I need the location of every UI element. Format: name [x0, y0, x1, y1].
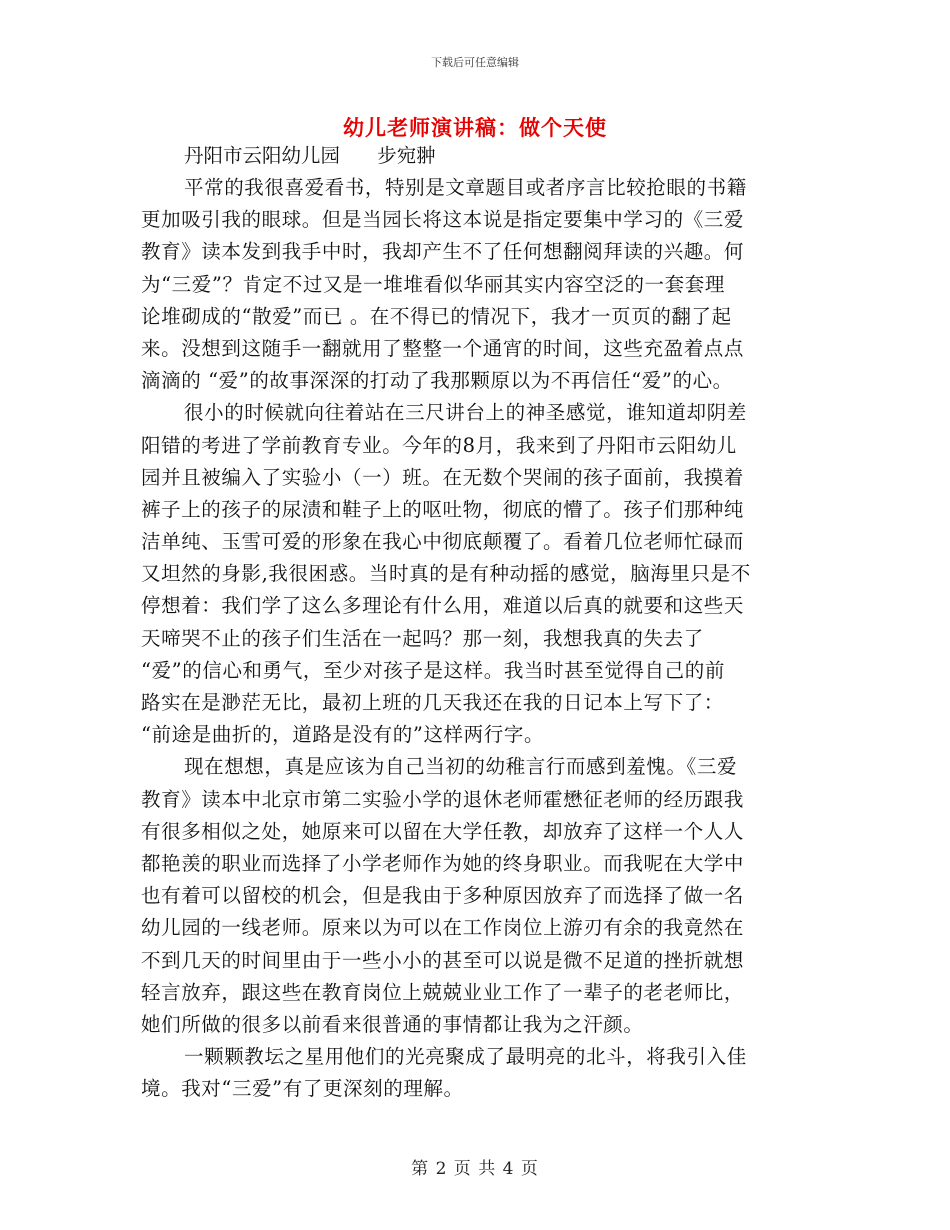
text-line: 教育》读本中北京市第二实验小学的退休老师霍懋征老师的经历跟我	[141, 787, 745, 811]
text-line: 教育》读本发到我手中时，我却产生不了任何想翻阅拜读的兴趣。何	[141, 240, 745, 264]
text-line: 又坦然的身影,我很困惑。当时真的是有种动摇的感觉，脑海里只是不	[141, 562, 751, 586]
text-line: 她们所做的很多以前看来很普通的事情都让我为之汗颜。	[141, 1012, 644, 1036]
text-line: 路实在是渺茫无比，最初上班的几天我还在我的日记本上写下了：	[141, 691, 724, 714]
text-line: 现在想想，真是应该为自己当初的幼稚言行而感到羞愧。《三爱	[184, 755, 738, 779]
text-line: 洁单纯、玉雪可爱的形象在我心中彻底颠覆了。看着几位老师忙碌而	[141, 530, 745, 554]
text-line: 一颗颗教坛之星用他们的光亮聚成了最明亮的北斗，将我引入佳	[184, 1045, 747, 1069]
document-title: 幼儿老师演讲稿：做个天使	[343, 116, 607, 140]
text-line: 天啼哭不止的孩子们生活在一起吗？那一刻，我想我真的失去了	[141, 626, 704, 650]
text-line: 幼儿园的一线老师。原来以为可以在工作岗位上游刃有余的我竟然在	[141, 916, 745, 940]
text-line: 来。没想到这随手一翻就用了整整一个通宵的时间，这些充盈着点点	[141, 336, 745, 360]
text-line: 为“三爱”？肯定不过又是一堆堆看似华丽其实内容空泛的一套套理	[141, 272, 725, 296]
text-line: 阳错的考进了学前教育专业。今年的8月，我来到了丹阳市云阳幼儿	[141, 433, 737, 457]
text-line: 有很多相似之处，她原来可以留在大学任教，却放弃了这样一个人人	[141, 819, 745, 843]
text-line: 不到几天的时间里由于一些小小的甚至可以说是微不足道的挫折就想	[141, 948, 745, 972]
text-line: 滴滴的 “爱”的故事深深的打动了我那颗原以为不再信任“爱”的心。	[141, 369, 733, 393]
text-line: 轻言放弃，跟这些在教育岗位上兢兢业业工作了一辈子的老老师比，	[141, 980, 745, 1004]
text-line: 更加吸引我的眼球。但是当园长将这本说是指定要集中学习的《三爱	[141, 208, 745, 232]
text-line: “前途是曲折的，道路是没有的”这样两行字。	[141, 723, 545, 747]
text-line: 平常的我很喜爱看书，特别是文章题目或者序言比较抢眼的书籍	[184, 176, 747, 199]
text-line: 很小的时候就向往着站在三尺讲台上的神圣感觉，谁知道却阴差	[184, 401, 747, 425]
text-line: 论堆砌成的“散爱”而已 。在不得已的情况下，我才一页页的翻了起	[141, 304, 732, 328]
body-text	[141, 172, 821, 1105]
header-note: 下载后可任意编辑	[431, 56, 519, 69]
text-line: 境。我对“三爱”有了更深刻的理解。	[141, 1077, 464, 1101]
text-line: 裤子上的孩子的尿渍和鞋子上的呕吐物，彻底的懵了。孩子们那种纯	[141, 497, 745, 521]
text-line: “爱”的信心和勇气，至少对孩子是这样。我当时甚至觉得自己的前	[141, 658, 725, 682]
text-line: 园并且被编入了实验小（一）班。在无数个哭闹的孩子面前，我摸着	[141, 465, 745, 489]
author-line: 丹阳市云阳幼儿园 步宛翀	[184, 144, 436, 167]
text-line: 也有着可以留校的机会，但是我由于多种原因放弃了而选择了做一名	[141, 884, 745, 908]
text-line: 停想着：我们学了这么多理论有什么用，难道以后真的就要和这些天	[141, 594, 745, 618]
text-line: 都艳羡的职业而选择了小学老师作为她的终身职业。而我呢在大学中	[141, 851, 745, 875]
page-number-footer: 第 2 页 共 4 页	[411, 1159, 539, 1179]
